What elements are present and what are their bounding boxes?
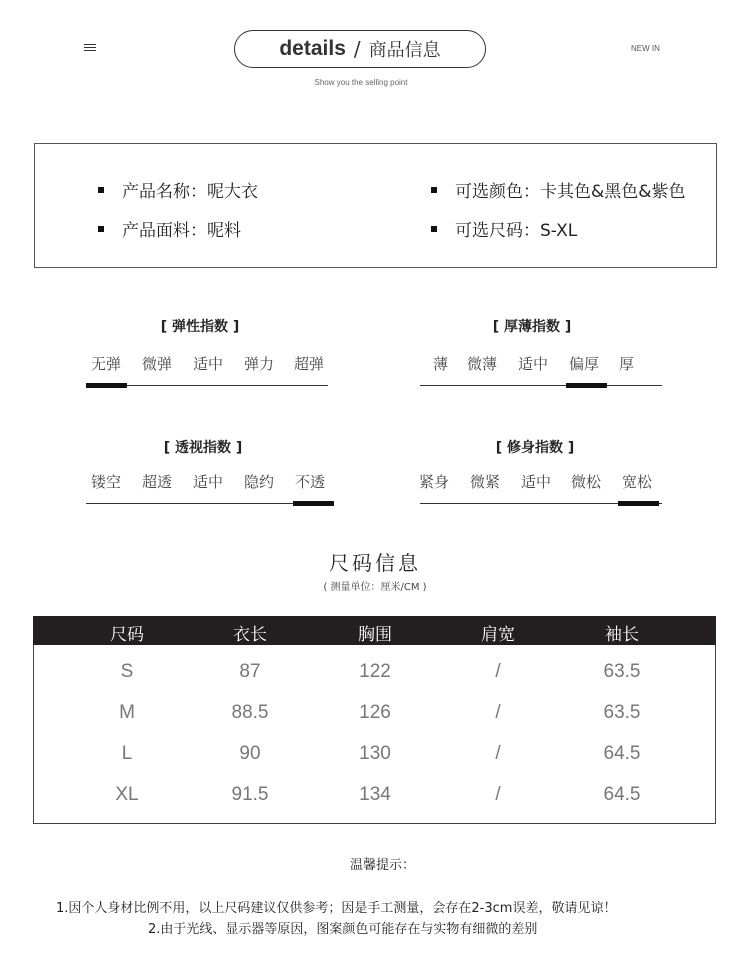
title-cn: 商品信息 xyxy=(368,40,441,61)
size-table-cell: 63.5 xyxy=(603,661,641,682)
fit-selected-marker xyxy=(618,501,659,506)
size-table-cell: 134 xyxy=(359,784,391,805)
size-table-cell: 88.5 xyxy=(231,702,269,723)
size-table-cell: 87 xyxy=(239,661,261,682)
transparency-index-title: [ 透视指数 ] xyxy=(163,440,243,456)
fit-label: 紧身 xyxy=(419,473,450,491)
info-fabric xyxy=(98,216,241,241)
thickness-label: 薄 xyxy=(433,355,449,373)
size-table-cell: XL xyxy=(115,784,139,805)
size-table-cell: 63.5 xyxy=(603,702,641,723)
title-en: details xyxy=(279,37,346,60)
transparency-selected-marker xyxy=(293,501,334,506)
thickness-scale-line xyxy=(420,385,662,386)
bullet-icon xyxy=(98,226,104,232)
size-table-cell: 122 xyxy=(359,661,391,682)
size-table-cell: / xyxy=(495,784,501,805)
size-table-cell: 91.5 xyxy=(231,784,269,805)
thickness-label: 微薄 xyxy=(467,355,498,373)
size-info-unit: ( 测量单位：厘米/CM ) xyxy=(323,582,427,593)
bullet-icon xyxy=(431,187,437,193)
size-table-cell: 126 xyxy=(359,702,391,723)
info-product-name-text: 产品名称：呢大衣 xyxy=(122,182,258,202)
elasticity-label: 无弹 xyxy=(91,355,122,373)
thickness-label: 偏厚 xyxy=(569,355,600,373)
size-table-cell: S xyxy=(120,661,134,682)
size-table-cell: 64.5 xyxy=(603,784,641,805)
thickness-index-title: [ 厚薄指数 ] xyxy=(492,319,572,335)
info-sizes xyxy=(431,216,577,241)
elasticity-label: 超弹 xyxy=(294,355,325,373)
info-fabric-text: 产品面料：呢料 xyxy=(122,221,241,241)
size-table-header-cell: 尺码 xyxy=(110,625,144,645)
size-table-cell: L xyxy=(121,743,133,764)
size-info-title: 尺码信息 xyxy=(329,551,421,575)
elasticity-label: 微弹 xyxy=(142,355,173,373)
product-info-box xyxy=(34,143,717,268)
thickness-selected-marker xyxy=(566,383,607,388)
transparency-label: 不透 xyxy=(295,473,326,491)
note-line-2: 2.由于光线、显示器等原因，图案颜色可能存在与实物有细微的差别 xyxy=(148,922,538,937)
elasticity-index-title: [ 弹性指数 ] xyxy=(160,319,240,335)
size-table-cell: M xyxy=(119,702,135,723)
fit-label: 微紧 xyxy=(470,473,501,491)
info-colors xyxy=(431,177,686,202)
info-colors-text: 可选颜色：卡其色&黑色&紫色 xyxy=(455,182,686,202)
size-table-cell: / xyxy=(495,743,501,764)
size-table-header-cell: 胸围 xyxy=(358,625,392,645)
elasticity-selected-marker xyxy=(86,383,127,388)
size-table-cell: / xyxy=(495,702,501,723)
bullet-icon xyxy=(98,187,104,193)
fit-index-title: [ 修身指数 ] xyxy=(495,440,575,456)
size-table-cell: 64.5 xyxy=(603,743,641,764)
transparency-label: 隐约 xyxy=(244,473,275,491)
title-separator: / xyxy=(353,37,361,61)
transparency-label: 适中 xyxy=(193,473,224,491)
size-table-header-cell: 肩宽 xyxy=(481,625,515,645)
new-in-label: NEW IN xyxy=(631,44,660,53)
info-product-name xyxy=(98,177,258,202)
note-line-1: 1.因个人身材比例不用，以上尺码建议仅供参考；因是手工测量，会存在2-3cm误差，敬请见谅！ xyxy=(56,901,617,916)
fit-label: 宽松 xyxy=(622,473,653,491)
details-title-pill xyxy=(234,30,486,68)
info-sizes-text: 可选尺码：S-XL xyxy=(455,221,578,241)
transparency-label: 超透 xyxy=(142,473,173,491)
subtitle: Show you the selling point xyxy=(314,78,408,87)
size-table-header-cell: 袖长 xyxy=(605,625,639,645)
thickness-label: 适中 xyxy=(518,355,549,373)
transparency-label: 镂空 xyxy=(91,473,122,491)
notes-title: 温馨提示： xyxy=(349,858,415,873)
elasticity-label: 弹力 xyxy=(244,355,275,373)
elasticity-label: 适中 xyxy=(193,355,224,373)
size-table-cell: 130 xyxy=(359,743,391,764)
menu-icon[interactable] xyxy=(84,44,96,54)
size-table-header-cell: 衣长 xyxy=(233,625,267,645)
size-table-cell: 90 xyxy=(239,743,261,764)
thickness-label: 厚 xyxy=(619,355,635,373)
bullet-icon xyxy=(431,226,437,232)
fit-label: 适中 xyxy=(521,473,552,491)
fit-label: 微松 xyxy=(571,473,602,491)
size-table-cell: / xyxy=(495,661,501,682)
